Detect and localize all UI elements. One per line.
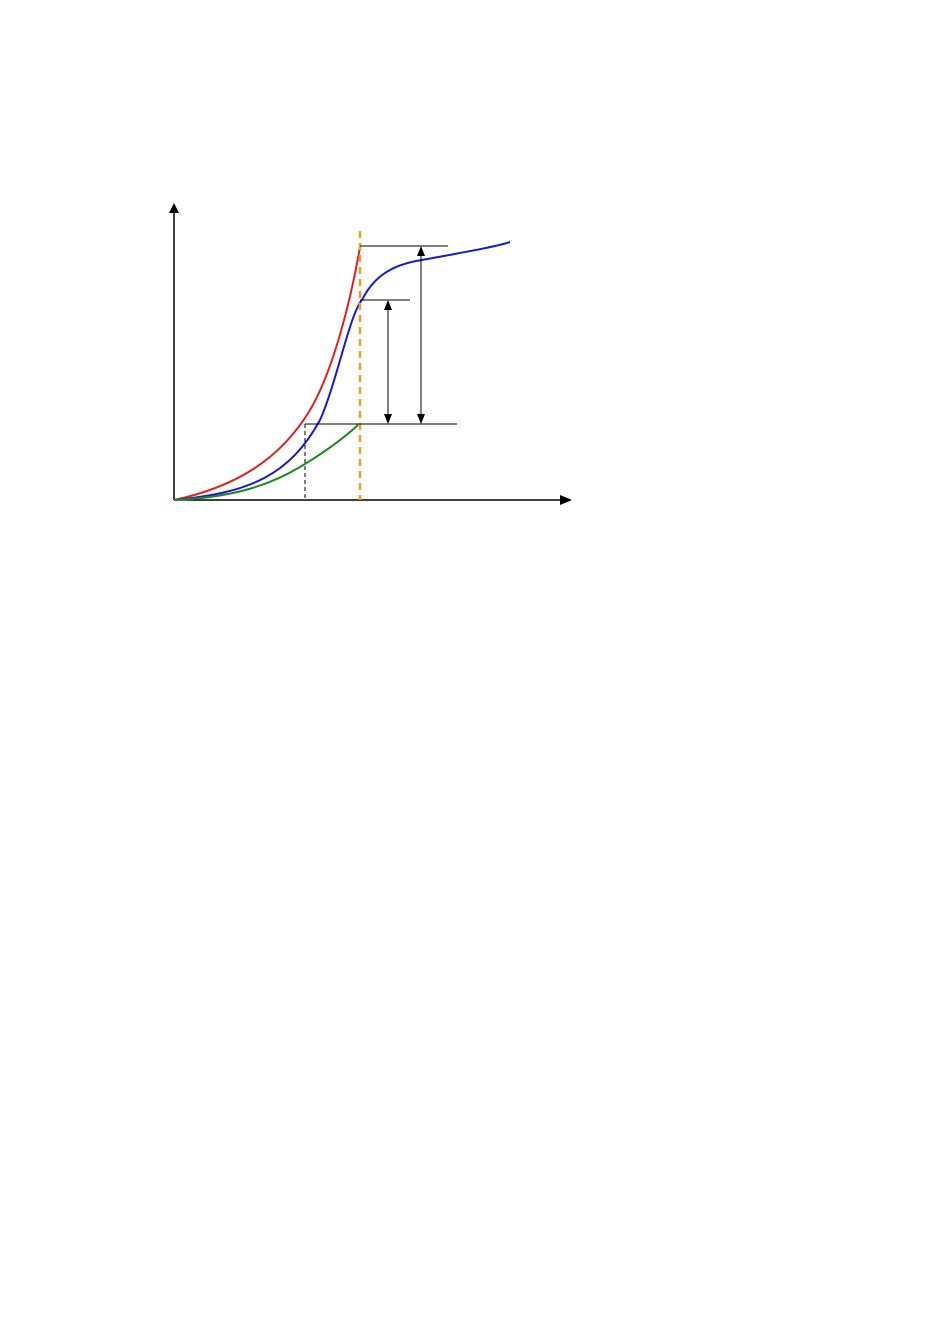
cv-arrow-top xyxy=(417,246,425,256)
sv-arrow-top xyxy=(384,300,392,310)
acwp-line xyxy=(174,247,360,500)
cv-arrow-bottom xyxy=(417,414,425,424)
bcws-line xyxy=(174,242,510,500)
y-axis-arrow xyxy=(169,203,179,213)
sv-arrow-bottom xyxy=(384,414,392,424)
bcwp-line xyxy=(174,425,358,500)
x-axis-arrow xyxy=(560,495,572,505)
evt-chart xyxy=(140,195,590,535)
